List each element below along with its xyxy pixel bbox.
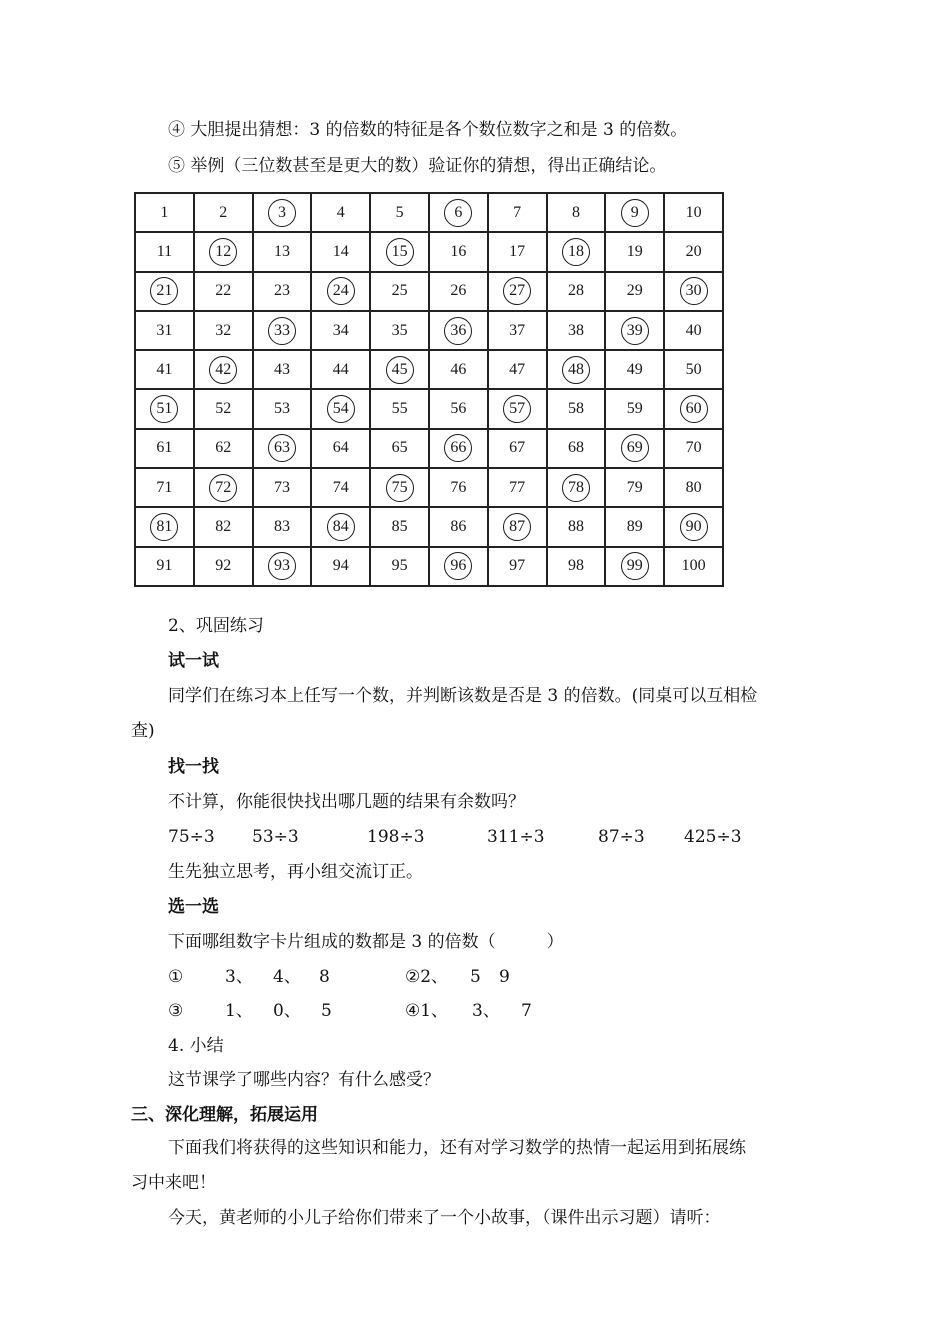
circled-number: 54 bbox=[327, 395, 355, 423]
grid-cell bbox=[664, 468, 723, 507]
option-digit: 3、 bbox=[225, 967, 253, 987]
circled-number: 90 bbox=[680, 513, 708, 541]
option-4 bbox=[405, 999, 532, 1023]
grid-number: 5 bbox=[395, 203, 404, 221]
grid-cell bbox=[605, 547, 664, 586]
grid-number: 56 bbox=[450, 400, 467, 418]
grid-cell bbox=[547, 193, 606, 232]
grid-cell bbox=[664, 507, 723, 546]
grid-number: 82 bbox=[215, 518, 232, 536]
choose-text: 下面哪组数字卡片组成的数都是 3 的倍数（ ） bbox=[168, 932, 564, 952]
step-4-text: ④ 大胆提出猜想：3 的倍数的特征是各个数位数字之和是 3 的倍数。 bbox=[168, 120, 688, 140]
circled-number: 81 bbox=[150, 513, 178, 541]
grid-cell bbox=[370, 350, 429, 389]
circled-number: 45 bbox=[386, 356, 414, 384]
grid-row bbox=[135, 429, 723, 468]
grid-number: 43 bbox=[273, 360, 290, 378]
grid-cell bbox=[311, 389, 370, 428]
circled-number: 57 bbox=[503, 395, 531, 423]
circled-number: 12 bbox=[209, 238, 237, 266]
grid-cell bbox=[311, 350, 370, 389]
grid-cell bbox=[135, 193, 194, 232]
hundred-number-grid bbox=[134, 192, 724, 587]
grid-cell bbox=[488, 311, 547, 350]
grid-number: 68 bbox=[567, 439, 584, 457]
grid-cell bbox=[370, 468, 429, 507]
grid-row bbox=[135, 389, 723, 428]
grid-cell bbox=[664, 272, 723, 311]
grid-number: 98 bbox=[567, 557, 584, 575]
grid-cell bbox=[135, 232, 194, 271]
grid-cell bbox=[311, 429, 370, 468]
grid-number: 74 bbox=[332, 478, 349, 496]
grid-number: 83 bbox=[273, 518, 290, 536]
circled-number: 60 bbox=[680, 395, 708, 423]
grid-cell bbox=[664, 429, 723, 468]
grid-cell bbox=[605, 468, 664, 507]
find-after-text: 生先独立思考，再小组交流订正。 bbox=[168, 862, 423, 882]
option-1 bbox=[168, 965, 330, 989]
grid-cell bbox=[370, 547, 429, 586]
grid-number: 73 bbox=[273, 478, 290, 496]
grid-number: 1 bbox=[160, 203, 169, 221]
grid-cell bbox=[370, 389, 429, 428]
grid-cell bbox=[135, 389, 194, 428]
circled-number: 3 bbox=[268, 199, 296, 227]
grid-cell bbox=[194, 193, 253, 232]
option-digit: 1、 bbox=[225, 1001, 253, 1021]
option-marker: ③ bbox=[168, 1001, 184, 1021]
grid-number: 80 bbox=[685, 478, 702, 496]
grid-cell bbox=[311, 311, 370, 350]
grid-number: 67 bbox=[509, 439, 526, 457]
grid-number: 62 bbox=[215, 439, 232, 457]
summary-heading: 4. 小结 bbox=[168, 1036, 224, 1056]
grid-number: 29 bbox=[626, 282, 643, 300]
grid-number: 8 bbox=[571, 203, 580, 221]
grid-row bbox=[135, 193, 723, 232]
option-marker: ②2、 bbox=[405, 967, 449, 987]
grid-number: 34 bbox=[332, 321, 349, 339]
division-item: 198÷3 bbox=[367, 827, 425, 847]
circled-number: 72 bbox=[209, 474, 237, 502]
grid-cell bbox=[605, 272, 664, 311]
option-digit: 0、 bbox=[273, 1001, 301, 1021]
circled-number: 75 bbox=[386, 474, 414, 502]
grid-number: 53 bbox=[273, 400, 290, 418]
grid-cell bbox=[429, 389, 488, 428]
grid-number: 100 bbox=[681, 557, 706, 575]
grid-number: 17 bbox=[509, 242, 526, 260]
circled-number: 48 bbox=[562, 356, 590, 384]
grid-number: 37 bbox=[509, 321, 526, 339]
division-item: 311÷3 bbox=[487, 827, 545, 847]
division-list bbox=[168, 825, 742, 849]
grid-cell bbox=[311, 547, 370, 586]
grid-cell bbox=[429, 429, 488, 468]
grid-cell bbox=[605, 389, 664, 428]
grid-cell bbox=[605, 507, 664, 546]
choose-title: 选一选 bbox=[168, 897, 219, 917]
grid-cell bbox=[370, 311, 429, 350]
grid-row bbox=[135, 272, 723, 311]
grid-cell bbox=[429, 272, 488, 311]
grid-cell bbox=[311, 468, 370, 507]
grid-cell bbox=[194, 350, 253, 389]
grid-cell bbox=[253, 350, 312, 389]
grid-number: 7 bbox=[513, 203, 522, 221]
grid-number: 31 bbox=[156, 321, 173, 339]
circled-number: 51 bbox=[150, 395, 178, 423]
grid-number: 44 bbox=[332, 360, 349, 378]
section-3-paragraph-1-line-1: 下面我们将获得的这些知识和能力，还有对学习数学的热情一起运用到拓展练 bbox=[168, 1138, 746, 1158]
option-digit: 9 bbox=[499, 967, 510, 987]
grid-cell bbox=[370, 429, 429, 468]
grid-cell bbox=[488, 468, 547, 507]
grid-number: 70 bbox=[685, 439, 702, 457]
grid-number: 35 bbox=[391, 321, 408, 339]
grid-cell bbox=[311, 232, 370, 271]
grid-cell bbox=[547, 272, 606, 311]
grid-cell bbox=[488, 507, 547, 546]
grid-row bbox=[135, 547, 723, 586]
circled-number: 42 bbox=[209, 356, 237, 384]
grid-row bbox=[135, 507, 723, 546]
grid-cell bbox=[253, 507, 312, 546]
grid-number: 88 bbox=[567, 518, 584, 536]
grid-number: 49 bbox=[626, 360, 643, 378]
grid-cell bbox=[429, 232, 488, 271]
grid-cell bbox=[605, 350, 664, 389]
circled-number: 87 bbox=[503, 513, 531, 541]
grid-cell bbox=[194, 389, 253, 428]
circled-number: 30 bbox=[680, 277, 708, 305]
grid-cell bbox=[253, 547, 312, 586]
section-3-heading: 三、深化理解，拓展运用 bbox=[131, 1105, 318, 1125]
circled-number: 33 bbox=[268, 317, 296, 345]
grid-cell bbox=[135, 429, 194, 468]
grid-number: 26 bbox=[450, 282, 467, 300]
grid-number: 10 bbox=[685, 203, 702, 221]
circled-number: 69 bbox=[621, 434, 649, 462]
grid-cell bbox=[488, 272, 547, 311]
grid-cell bbox=[547, 429, 606, 468]
grid-number: 50 bbox=[685, 360, 702, 378]
summary-text: 这节课学了哪些内容？有什么感受？ bbox=[168, 1070, 440, 1090]
grid-cell bbox=[253, 429, 312, 468]
grid-number: 38 bbox=[567, 321, 584, 339]
grid-number: 89 bbox=[626, 518, 643, 536]
grid-number: 14 bbox=[332, 242, 349, 260]
grid-cell bbox=[135, 507, 194, 546]
grid-cell bbox=[253, 232, 312, 271]
division-item: 75÷3 bbox=[168, 827, 215, 847]
grid-cell bbox=[370, 272, 429, 311]
option-digit: 4、 bbox=[273, 967, 301, 987]
option-marker: ④1、 bbox=[405, 1001, 449, 1021]
grid-cell bbox=[311, 272, 370, 311]
circled-number: 27 bbox=[503, 277, 531, 305]
grid-row bbox=[135, 311, 723, 350]
grid-cell bbox=[664, 547, 723, 586]
grid-cell bbox=[547, 468, 606, 507]
step-5-text: ⑤ 举例（三位数甚至是更大的数）验证你的猜想，得出正确结论。 bbox=[168, 156, 667, 176]
grid-number: 97 bbox=[509, 557, 526, 575]
option-marker: ① bbox=[168, 967, 184, 987]
grid-cell bbox=[547, 232, 606, 271]
grid-number: 2 bbox=[219, 203, 228, 221]
circled-number: 96 bbox=[444, 552, 472, 580]
division-item: 53÷3 bbox=[252, 827, 299, 847]
grid-cell bbox=[605, 232, 664, 271]
practice-heading: 2、巩固练习 bbox=[168, 616, 264, 636]
grid-cell bbox=[370, 193, 429, 232]
grid-cell bbox=[605, 193, 664, 232]
grid-number: 65 bbox=[391, 439, 408, 457]
grid-cell bbox=[605, 429, 664, 468]
grid-cell bbox=[253, 311, 312, 350]
grid-cell bbox=[370, 507, 429, 546]
grid-cell bbox=[547, 350, 606, 389]
grid-number: 25 bbox=[391, 282, 408, 300]
grid-cell bbox=[194, 311, 253, 350]
grid-number: 59 bbox=[626, 400, 643, 418]
circled-number: 39 bbox=[621, 317, 649, 345]
grid-row bbox=[135, 232, 723, 271]
grid-row bbox=[135, 468, 723, 507]
grid-number: 86 bbox=[450, 518, 467, 536]
try-text-line-1: 同学们在练习本上任写一个数，并判断该数是否是 3 的倍数。(同桌可以互相检 bbox=[168, 686, 758, 706]
grid-cell bbox=[135, 272, 194, 311]
grid-cell bbox=[488, 389, 547, 428]
circled-number: 36 bbox=[444, 317, 472, 345]
grid-cell bbox=[488, 350, 547, 389]
grid-cell bbox=[429, 311, 488, 350]
grid-cell bbox=[194, 232, 253, 271]
grid-cell bbox=[664, 389, 723, 428]
circled-number: 93 bbox=[268, 552, 296, 580]
grid-cell bbox=[135, 547, 194, 586]
try-title: 试一试 bbox=[168, 651, 219, 671]
grid-cell bbox=[194, 468, 253, 507]
grid-cell bbox=[194, 507, 253, 546]
grid-cell bbox=[311, 507, 370, 546]
grid-number: 19 bbox=[626, 242, 643, 260]
section-3-paragraph-1-line-2: 习中来吧！ bbox=[131, 1173, 216, 1193]
circled-number: 99 bbox=[621, 552, 649, 580]
try-text-line-2: 查) bbox=[131, 721, 155, 741]
grid-cell bbox=[194, 272, 253, 311]
grid-number: 4 bbox=[336, 203, 345, 221]
grid-number: 58 bbox=[567, 400, 584, 418]
division-item: 425÷3 bbox=[684, 827, 742, 847]
option-digit: 8 bbox=[319, 967, 330, 987]
find-text: 不计算，你能很快找出哪几题的结果有余数吗？ bbox=[168, 792, 525, 812]
grid-cell bbox=[429, 350, 488, 389]
grid-cell bbox=[253, 468, 312, 507]
circled-number: 63 bbox=[268, 434, 296, 462]
grid-number: 22 bbox=[215, 282, 232, 300]
grid-cell bbox=[605, 311, 664, 350]
grid-cell bbox=[488, 193, 547, 232]
grid-cell bbox=[253, 389, 312, 428]
grid-cell bbox=[664, 311, 723, 350]
option-digit: 7 bbox=[521, 1001, 532, 1021]
find-title: 找一找 bbox=[168, 757, 219, 777]
division-item: 87÷3 bbox=[598, 827, 645, 847]
grid-cell bbox=[488, 232, 547, 271]
grid-number: 13 bbox=[273, 242, 290, 260]
grid-cell bbox=[429, 468, 488, 507]
grid-number: 95 bbox=[391, 557, 408, 575]
grid-number: 40 bbox=[685, 321, 702, 339]
grid-number: 23 bbox=[273, 282, 290, 300]
grid-number: 85 bbox=[391, 518, 408, 536]
grid-number: 77 bbox=[509, 478, 526, 496]
circled-number: 6 bbox=[444, 199, 472, 227]
grid-number: 46 bbox=[450, 360, 467, 378]
grid-cell bbox=[429, 547, 488, 586]
grid-number: 32 bbox=[215, 321, 232, 339]
grid-cell bbox=[135, 350, 194, 389]
grid-cell bbox=[135, 468, 194, 507]
grid-cell bbox=[547, 389, 606, 428]
grid-number: 55 bbox=[391, 400, 408, 418]
grid-cell bbox=[664, 350, 723, 389]
grid-number: 11 bbox=[156, 242, 173, 260]
grid-cell bbox=[194, 547, 253, 586]
grid-number: 47 bbox=[509, 360, 526, 378]
grid-number: 52 bbox=[215, 400, 232, 418]
grid-cell bbox=[135, 311, 194, 350]
grid-cell bbox=[547, 547, 606, 586]
grid-number: 94 bbox=[332, 557, 349, 575]
option-digit: 3、 bbox=[472, 1001, 500, 1021]
grid-number: 28 bbox=[567, 282, 584, 300]
circled-number: 9 bbox=[621, 199, 649, 227]
grid-number: 76 bbox=[450, 478, 467, 496]
grid-number: 41 bbox=[156, 360, 173, 378]
circled-number: 18 bbox=[562, 238, 590, 266]
section-3-paragraph-2: 今天，黄老师的小儿子给你们带来了一个小故事，（课件出示习题）请听： bbox=[168, 1208, 721, 1228]
grid-cell bbox=[547, 507, 606, 546]
circled-number: 15 bbox=[386, 238, 414, 266]
grid-number: 64 bbox=[332, 439, 349, 457]
grid-cell bbox=[664, 232, 723, 271]
option-digit: 5 bbox=[470, 967, 481, 987]
grid-cell bbox=[488, 547, 547, 586]
option-2 bbox=[405, 965, 510, 989]
grid-number: 91 bbox=[156, 557, 173, 575]
option-3 bbox=[168, 999, 332, 1023]
grid-cell bbox=[311, 193, 370, 232]
grid-number: 71 bbox=[156, 478, 173, 496]
grid-cell bbox=[429, 507, 488, 546]
grid-number: 79 bbox=[626, 478, 643, 496]
grid-cell bbox=[253, 272, 312, 311]
grid-number: 20 bbox=[685, 242, 702, 260]
circled-number: 66 bbox=[444, 434, 472, 462]
grid-number: 16 bbox=[450, 242, 467, 260]
circled-number: 84 bbox=[327, 513, 355, 541]
grid-number: 92 bbox=[215, 557, 232, 575]
grid-cell bbox=[429, 193, 488, 232]
grid-cell bbox=[194, 429, 253, 468]
grid-cell bbox=[547, 311, 606, 350]
circled-number: 78 bbox=[562, 474, 590, 502]
circled-number: 24 bbox=[327, 277, 355, 305]
grid-row bbox=[135, 350, 723, 389]
grid-cell bbox=[253, 193, 312, 232]
grid-cell bbox=[370, 232, 429, 271]
option-digit: 5 bbox=[321, 1001, 332, 1021]
grid-cell bbox=[488, 429, 547, 468]
grid-number: 61 bbox=[156, 439, 173, 457]
grid-cell bbox=[664, 193, 723, 232]
circled-number: 21 bbox=[150, 277, 178, 305]
